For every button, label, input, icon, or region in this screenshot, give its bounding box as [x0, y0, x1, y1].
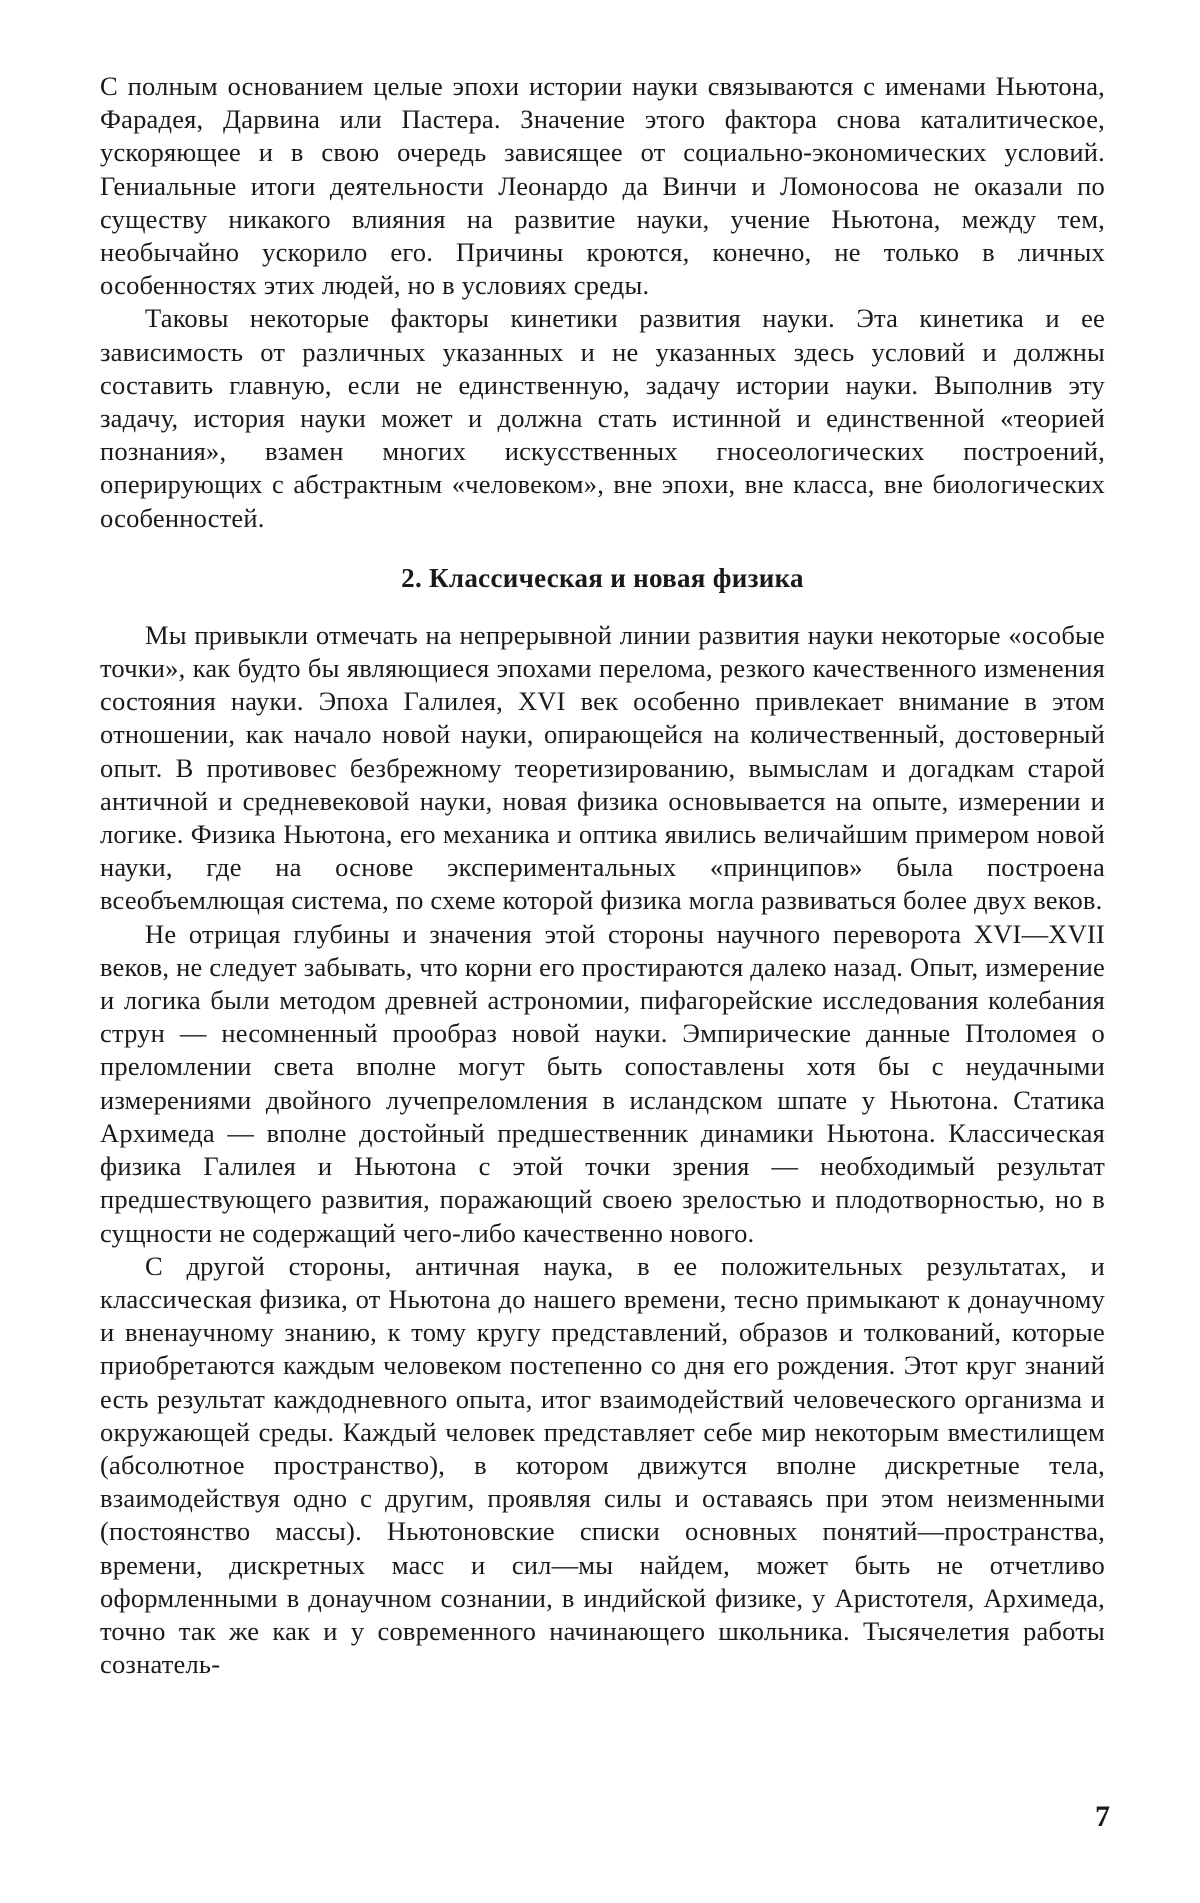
paragraph-section-2: Не отрицая глубины и значения этой стороны научного переворота XVI—XVII веков, не следует забывать, что корни его простираются далеко назад. Опыт, измерение и логика были методом древней астрономии, пифагорейские исследования колебания струн — несомненный прообраз новой науки. Эмпирические данные Птоломея о преломлении света вполне могут быть сопоставлены хотя бы с неудачными измерениями двойного лучепреломления в исландском шпате у Ньютона. Статика Архимеда — вполне достойный предшественник динамики Ньютона. Классическая физика Галилея и Ньютона с этой точки зрения — необходимый результат предшествующего развития, поражающий своею зрелостью и плодотворностью, но в сущности не содержащий чего-либо качественно нового. — [100, 918, 1105, 1248]
page-body — [100, 70, 1105, 1681]
section-heading: 2. Классическая и новая физика — [401, 562, 804, 593]
paragraph-intro-2: Таковы некоторые факторы кинетики развития науки. Эта кинетика и ее зависимость от различных указанных и не указанных здесь условий и должны составить главную, если не единственную, задачу истории науки. Выполнив эту задачу, история науки может и должна стать истинной и единственной «теорией познания», взамен многих искусственных гносеологических построений, оперирующих с абстрактным «человеком», вне эпохи, вне класса, вне биологических особенностей. — [100, 303, 1105, 533]
paragraph-section-3: С другой стороны, античная наука, в ее положительных результатах, и классическая физика, от Ньютона до нашего времени, тесно примыкают к донаучному и вненаучному знанию, к тому кругу представлений, образов и толкований, которые приобретаются каждым человеком постепенно со дня его рождения. Этот круг знаний есть результат каждодневного опыта, итог взаимодействий человеческого организма и окружающей среды. Каждый человек представляет себе мир некоторым вместилищем (абсолютное пространство), в котором движутся вполне дискретные тела, взаимодействуя одно с другим, проявляя силы и оставаясь при этом неизменными (постоянство массы). Ньютоновские списки основных понятий—пространства, времени, дискретных масс и сил—мы найдем, может быть не отчетливо оформленными в донаучном сознании, в индийской физике, у Аристотеля, Архимеда, точно так же как и у современного начинающего школьника. Тысячелетия работы сознатель- — [100, 1250, 1105, 1680]
paragraph-section-1: Мы привыкли отмечать на непрерывной линии развития науки некоторые «особые точки», как будто бы являющиеся эпохами перелома, резкого качественного изменения состояния науки. Эпоха Галилея, XVI век особенно привлекает внимание в этом отношении, как начало новой науки, опирающейся на количественный, достоверный опыт. В противовес безбрежному теоретизированию, вымыслам и догадкам старой античной и средневековой науки, новая физика основывается на опыте, измерении и логике. Физика Ньютона, его механика и оптика явились величайшим примером новой науки, где на основе экспериментальных «принципов» была построена всеобъемлющая система, по схеме которой физика могла развиваться более двух веков. — [100, 619, 1105, 916]
paragraph-intro-1: С полным основанием целые эпохи истории науки связываются с именами Ньютона, Фарадея, Дарвина или Пастера. Значение этого фактора снова каталитическое, ускоряющее и в свою очередь зависящее от социально-экономических условий. Гениальные итоги деятельности Леонардо да Винчи и Ломоносова не оказали по существу никакого влияния на развитие науки, учение Ньютона, между тем, необычайно ускорило его. Причины кроются, конечно, не только в личных особенностях этих людей, но в условиях среды. — [100, 71, 1105, 301]
page-number: 7 — [1095, 1800, 1110, 1833]
